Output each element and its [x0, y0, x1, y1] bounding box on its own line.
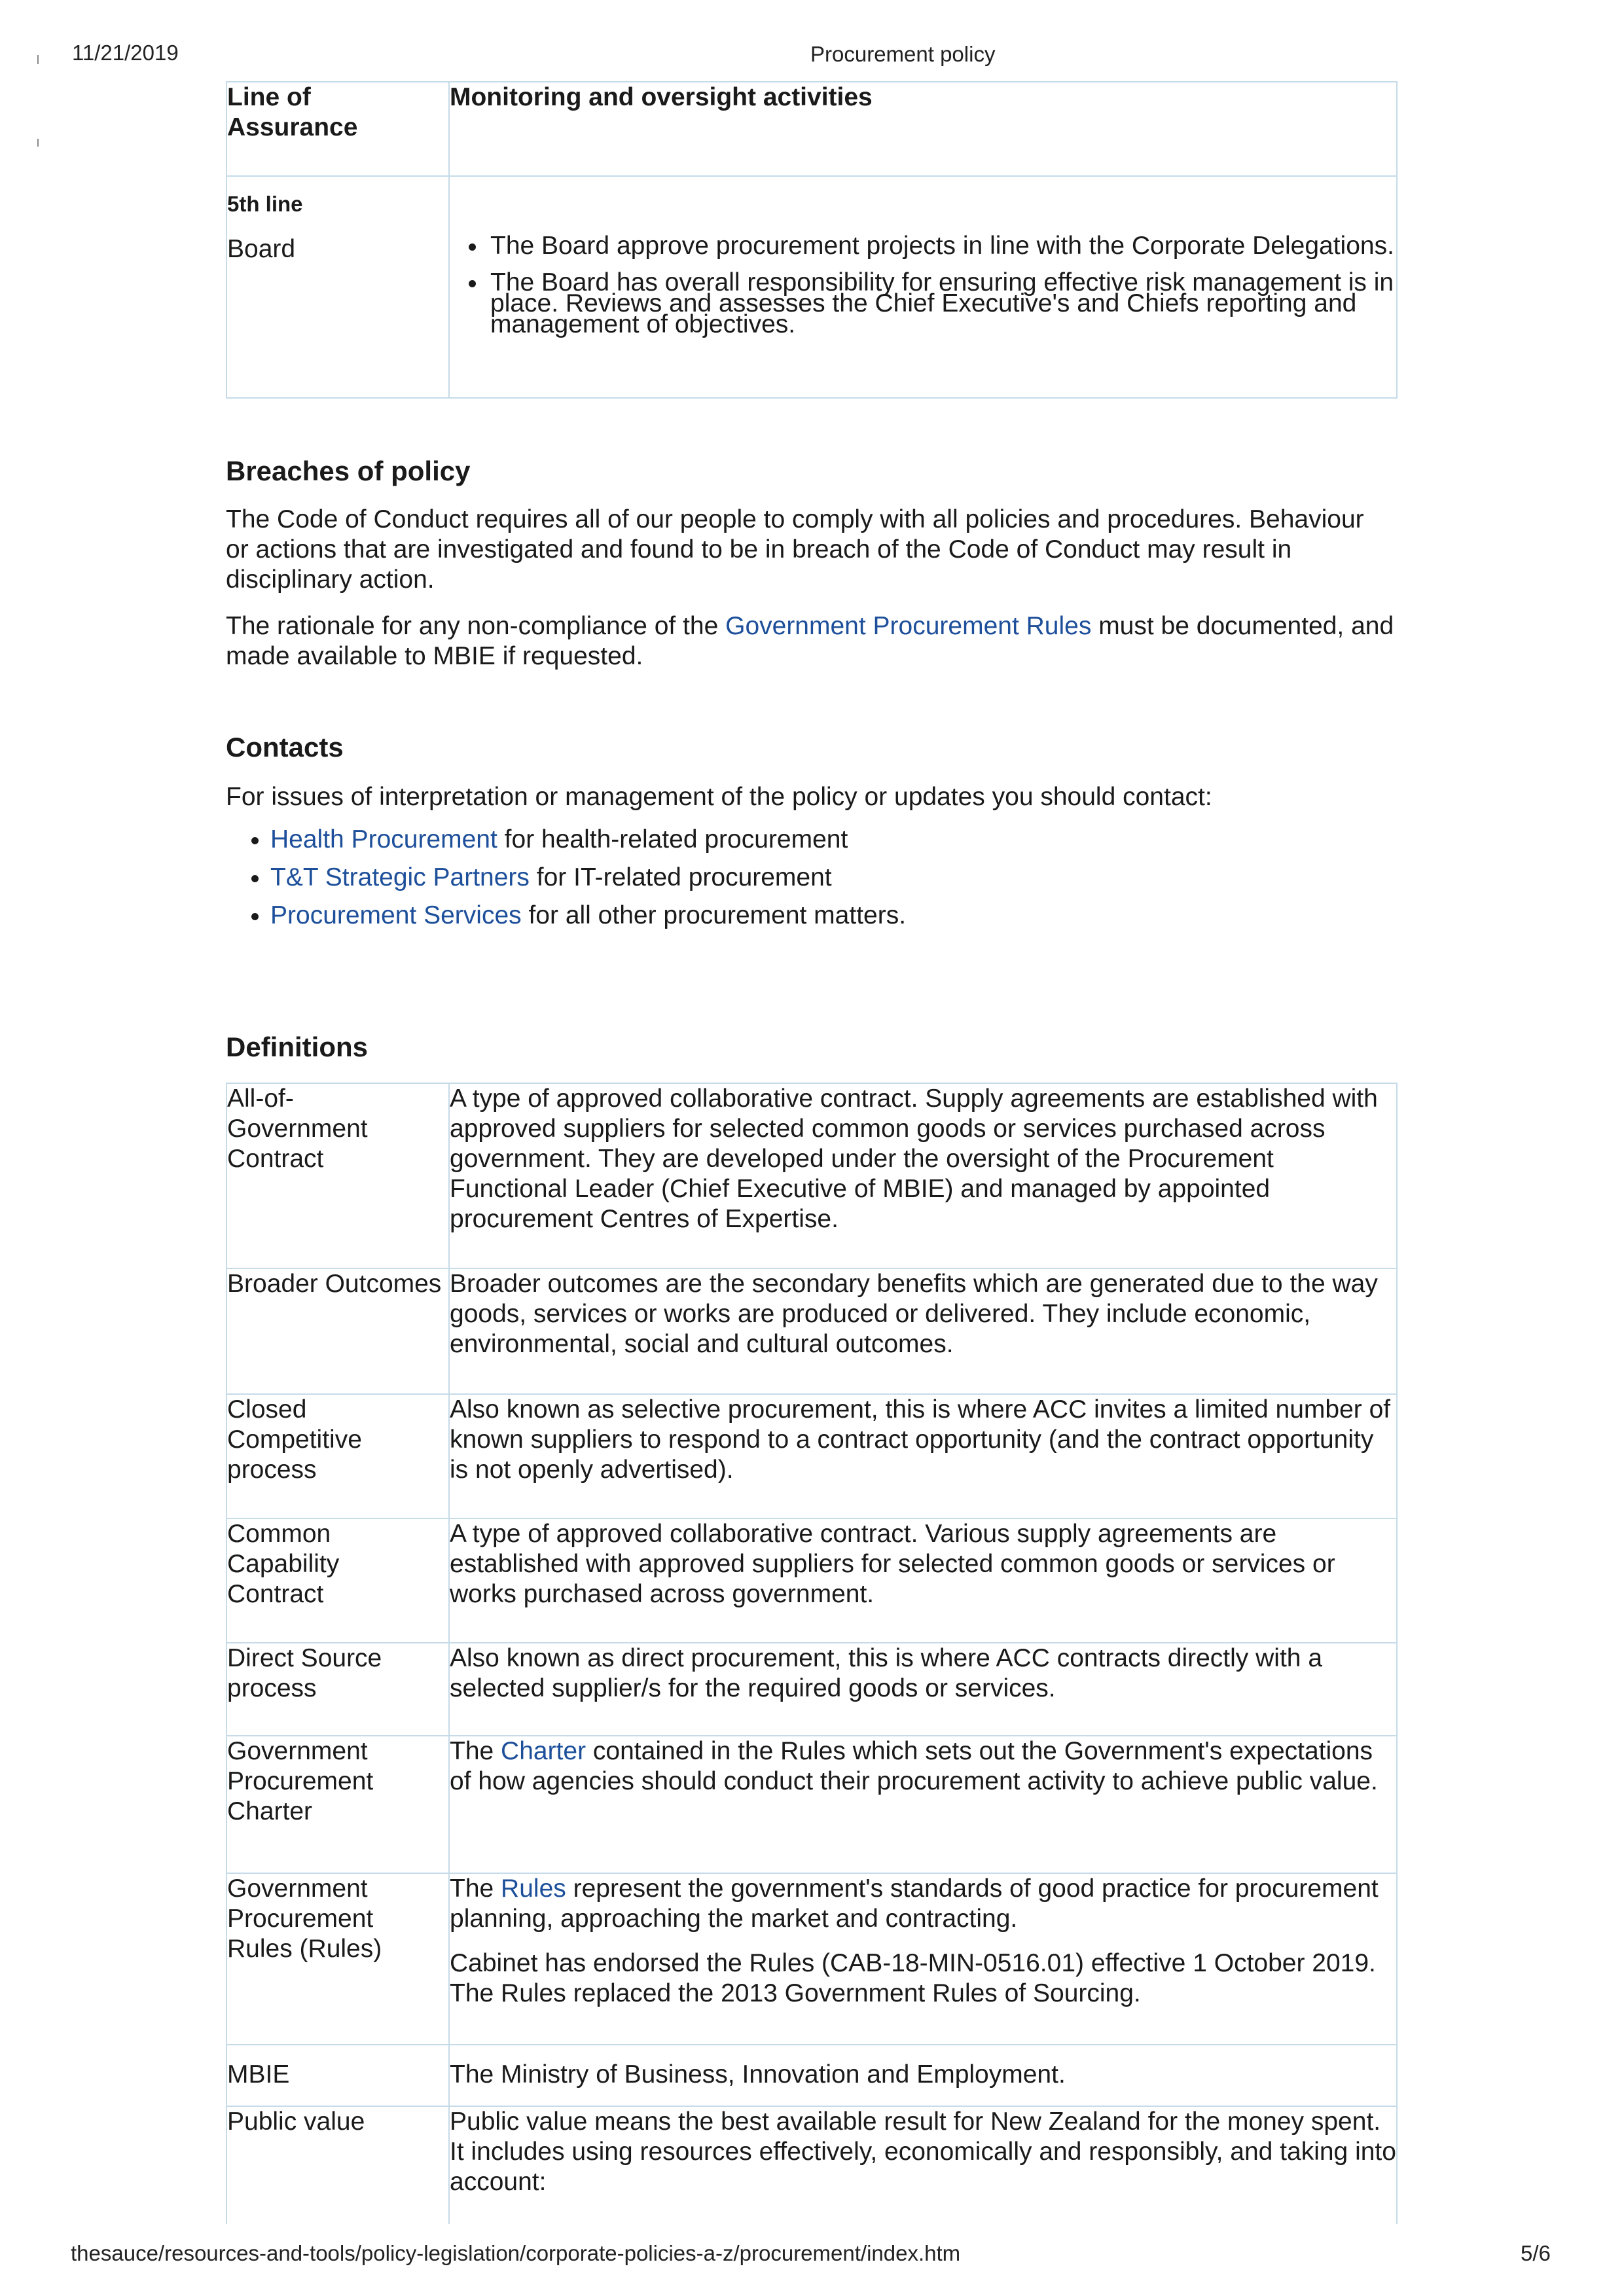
definition-text: Also known as direct procurement, this is where ACC contracts directly with a selected supplier/s for the required goods or services.: [449, 1643, 1397, 1736]
definition-term: Public value: [226, 2106, 449, 2224]
contacts-list: [226, 821, 906, 935]
breaches-paragraph: The Code of Conduct requires all of our people to comply with all policies and procedures. Behaviour or actions that are investigated and found to be in breach of the Code of Conduct may result in disciplinary action.: [226, 505, 1364, 594]
definition-term: MBIE: [226, 2045, 449, 2106]
print-footer-url: thesauce/resources-and-tools/policy-legislation/corporate-policies-a-z/procurement/index.htm: [71, 2241, 961, 2265]
list-item: • Procurement Services for all other procurement matters.: [270, 897, 906, 935]
table-row: [226, 176, 1397, 398]
table-header-row: [226, 82, 1397, 176]
print-title: Procurement policy: [810, 42, 996, 66]
print-date: 11/21/2019: [72, 41, 179, 65]
definition-term: Government Procurement Charter: [226, 1736, 449, 1873]
activities-list: [450, 232, 1396, 338]
list-item: • T&T Strategic Partners for IT-related procurement: [270, 859, 906, 897]
list-item: • Health Procurement for health-related procurement: [270, 821, 906, 859]
breaches-rationale-paragraph: The rationale for any non-compliance of the Government Procurement Rules must be documented, and made available to MBIE if requested.: [226, 612, 1394, 670]
line-label: 5th line: [227, 192, 303, 216]
assurance-table: [226, 81, 1398, 399]
definition-text: Also known as selective procurement, this is where ACC invites a limited number of known suppliers to respond to a contract opportunity (and the contract opportunity is not openly advertised).: [449, 1394, 1397, 1518]
rules-link[interactable]: Rules: [501, 1874, 566, 1903]
tt-strategic-partners-link[interactable]: T&T Strategic Partners: [270, 863, 530, 891]
definition-term: Common Capability Contract: [226, 1518, 449, 1643]
definition-term: Broader Outcomes: [226, 1268, 449, 1394]
section-heading-definitions: Definitions: [226, 1031, 368, 1062]
header-cell-line-of-assurance: Line of Assurance: [226, 82, 449, 176]
activities-cell: [449, 176, 1397, 398]
table-row: [226, 2045, 1397, 2106]
procurement-services-link[interactable]: Procurement Services: [270, 901, 522, 929]
list-item: • The Board approve procurement projects in line with the Corporate Delegations.: [488, 236, 1396, 257]
scan-mark: [37, 139, 39, 147]
definition-text: Public value means the best available result for New Zealand for the money spent. It includes using resources effectively, economically and responsibly, and taking into account:: [449, 2106, 1397, 2224]
definition-text: The Rules represent the government's standards of good practice for procurement planning, approaching the market and contracting. Cabinet has endorsed the Rules (CAB-18-MIN-0516.01) effective 1 October 2019. The Rules replaced the 2013 Government Rules of Sourcing.: [449, 1873, 1397, 2045]
header-cell-monitoring: Monitoring and oversight activities: [449, 82, 1397, 176]
section-heading-contacts: Contacts: [226, 732, 344, 762]
table-row: [226, 1394, 1397, 1518]
definition-term: Direct Source process: [226, 1643, 449, 1736]
table-row: [226, 1736, 1397, 1873]
definition-text: The Ministry of Business, Innovation and Employment.: [449, 2045, 1397, 2106]
table-row: [226, 2106, 1397, 2224]
definition-term: Closed Competitive process: [226, 1394, 449, 1518]
table-row: [226, 1518, 1397, 1643]
definition-text: A type of approved collaborative contract. Supply agreements are established with approved suppliers for selected common goods or services purchased across government. They are developed under the oversight of the Procurement Functional Leader (Chief Executive of MBIE) and managed by appointed procurement Centres of Expertise.: [449, 1083, 1397, 1268]
section-heading-breaches: Breaches of policy: [226, 456, 471, 486]
definition-text: The Charter contained in the Rules which sets out the Government's expectations of how agencies should conduct their procurement activity to achieve public value.: [449, 1736, 1397, 1873]
table-row: [226, 1268, 1397, 1394]
table-row: [226, 1643, 1397, 1736]
definition-text: Broader outcomes are the secondary benefits which are generated due to the way goods, services or works are produced or delivered. They include economic, environmental, social and cultural outcomes.: [449, 1268, 1397, 1394]
table-row: [226, 1083, 1397, 1268]
definition-term: All-of-Government Contract: [226, 1083, 449, 1268]
contacts-intro: For issues of interpretation or management of the policy or updates you should contact:: [226, 783, 1212, 811]
list-item: • The Board has overall responsibility for ensuring effective risk management is in place. Reviews and assesses the Chief Executive's and Chiefs reporting and management of objectives.: [488, 272, 1396, 335]
definitions-table: [226, 1083, 1398, 2224]
health-procurement-link[interactable]: Health Procurement: [270, 825, 497, 853]
table-row: [226, 1873, 1397, 2045]
scan-mark: [37, 55, 39, 64]
definition-text: A type of approved collaborative contract. Various supply agreements are established with approved suppliers for selected common goods or services or works purchased across government.: [449, 1518, 1397, 1643]
definition-term: Government Procurement Rules (Rules): [226, 1873, 449, 2045]
print-page-number: 5/6: [1521, 2241, 1551, 2265]
charter-link[interactable]: Charter: [501, 1737, 586, 1765]
government-procurement-rules-link[interactable]: Government Procurement Rules: [725, 612, 1092, 640]
line-name: Board: [227, 235, 296, 263]
line-cell: [226, 176, 449, 398]
